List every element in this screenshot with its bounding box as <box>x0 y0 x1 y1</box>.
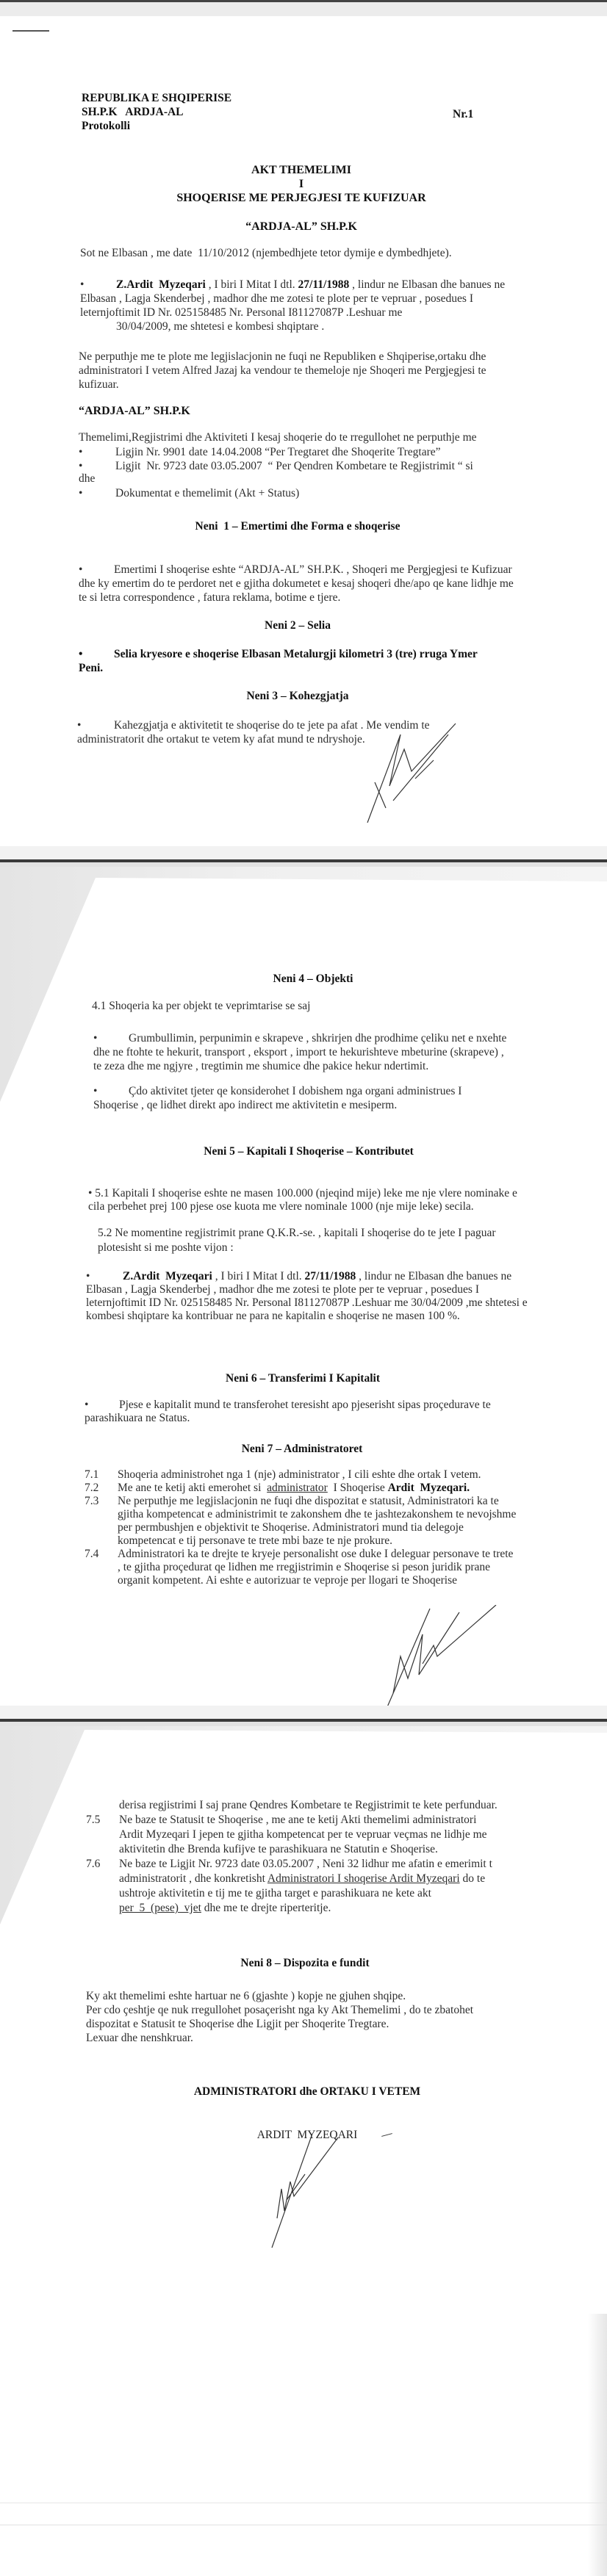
contributor-text-1: , I biri I Mitat I dtl. <box>212 1270 305 1282</box>
item-text: I Shoqerise <box>327 1482 388 1494</box>
founder-paragraph <box>80 278 521 333</box>
contributor-paragraph <box>86 1270 528 1323</box>
article-8-text <box>86 1989 512 2045</box>
article-7-item <box>85 1548 518 1587</box>
protocol-number: Nr.1 <box>453 108 474 120</box>
article-5-2-text: Ne momentine regjistrimit prane Q.K.R.-se. , kapitali I shoqerise do te jete I paguar plotesisht si me poshte vijon : <box>98 1227 496 1254</box>
founder-text-1: , I biri I Mitat I dtl. <box>205 278 298 291</box>
item-number: 7.6 <box>86 1858 101 1870</box>
item-number: 7.2 <box>85 1482 99 1494</box>
term-underlined: per 5 (pese) vjet <box>119 1902 201 1914</box>
contributor-text-2: , lindur ne Elbasan dhe banues ne Elbasan , Lagja Skenderbej , madhor dhe me zotesi te plote per te vepruar , posedues I leternjoftimit ID Nr. 025158485 Nr. Personal I81127087P .Leshuar me 30/04/2009 ,me shtetesi e kombesi shqiptare ka kontribuar ne para ne kapitalin e shoqerise ne masen 100 %. <box>86 1270 528 1322</box>
item-text: do te ushtroje aktivitetin e tij me te gjitha target e parashikuara ne kete akt <box>119 1872 486 1899</box>
page-separator <box>0 1706 607 1726</box>
date-line: Sot ne Elbasan , me date 11/10/2012 (njembedhjete tetor dymije e dymbedhjete). <box>80 247 452 259</box>
item-number: 7.1 <box>85 1468 99 1481</box>
header-country: REPUBLIKA E SHQIPERISE <box>82 92 232 104</box>
article-2-title: Neni 2 – Selia <box>265 619 331 632</box>
signature-page-1 <box>360 720 463 830</box>
legal-item-text: Ligjin Nr. 9901 date 14.04.2008 “Per Tregtaret dhe Shoqerite Tregtare” <box>115 446 441 458</box>
bullet: • <box>79 487 83 499</box>
bullet: • <box>93 1032 98 1045</box>
article-8-line: Ky akt themelimi eshte hartuar ne 6 (gjashte ) kopje ne gjuhen shqipe. <box>86 1990 406 2002</box>
signatory-role: ADMINISTRATORI dhe ORTAKU I VETEM <box>193 2085 421 2098</box>
legal-item <box>79 485 521 502</box>
legal-intro: Themelimi,Regjistrimi dhe Aktiviteti I kesaj shoqerie do te rregullohet ne perputhje me <box>79 431 477 444</box>
item-text: Ne baze te Statusit te Shoqerise , me ane te ketij Akti themelimi administratori Ardit Myzeqari I jepen te gjitha kompetencat per te vepruar veçmas ne lidhje me aktivitetin dhe Brenda kufijve te parashikuara ne Statutin e Shoqerise. <box>119 1814 487 1855</box>
article-4-title: Neni 4 – Objekti <box>273 973 353 985</box>
administrator-underlined: Administratori I shoqerise Ardit Myzeqari <box>267 1872 460 1885</box>
signature-page-2 <box>378 1605 503 1715</box>
article-6-title: Neni 6 – Transferimi I Kapitalit <box>226 1372 380 1385</box>
bullet: • <box>79 460 83 472</box>
item-number: 7.3 <box>85 1495 99 1507</box>
bullet: • <box>86 1270 90 1282</box>
signature-page-3 <box>268 2130 342 2251</box>
company-heading: “ARDJA-AL” SH.P.K <box>79 405 190 417</box>
item-number: 7.5 <box>86 1814 101 1826</box>
article-7-item <box>86 1813 498 1857</box>
article-5-2 <box>98 1226 528 1255</box>
title-line-3: SHOQERISE ME PERJEGJESI TE KUFIZUAR <box>176 192 426 204</box>
article-5-2-number: 5.2 <box>98 1227 112 1239</box>
item-text: derisa regjistrimi I saj prane Qendres Kombetare te Regjistrimit te kete perfunduar. <box>119 1799 498 1811</box>
title-line-2: I <box>298 178 304 190</box>
article-5-1: • 5.1 Kapitali I shoqerise eshte ne masen 100.000 (njeqind mije) leke me nje vlere nominake e cila perbehet prej 100 pjese ose kuota me vlere nominale 1000 (nje mije leke) secila. <box>88 1187 517 1213</box>
article-1-body: Emertimi I shoqerise eshte “ARDJA-AL” SH.P.K. , Shoqeri me Pergjegjesi te Kufizuar dhe ky emertim do te perdoret net e gjitha dokumetet e kesaj shoqeri dhe/apo qe kane lidhje me te si letra correspondence , fatura reklama, botime e tjere. <box>79 563 514 604</box>
bullet: • <box>85 1399 89 1411</box>
legal-item-text: Ligjit Nr. 9723 date 03.05.2007 “ Per Qendren Kombetare te Regjistrimit “ si <box>115 460 473 472</box>
legal-item-tail: dhe <box>79 472 96 485</box>
legal-item <box>79 460 521 473</box>
item-number: 7.4 <box>85 1548 99 1560</box>
signatory-name: ARDIT MYZEQARI <box>256 2129 358 2141</box>
article-7-item <box>85 1468 518 1482</box>
bullet: • <box>77 719 82 732</box>
article-3-body: Kahezgjatja e aktivitetit te shoqerise do te jete pa afat . Me vendim te administratorit dhe ortakut te vetem ky afat mund te ndryshoje. <box>77 719 430 746</box>
article-6-text <box>85 1399 525 1425</box>
contributor-dob: 27/11/1988 <box>304 1270 356 1282</box>
bullet: • <box>79 648 83 660</box>
page-separator <box>0 846 607 867</box>
header-company: SH.P.K ARDJA-AL <box>82 106 184 118</box>
decision-paragraph: Ne perputhje me te plote me legjislacjonin ne fuqi ne Republiken e Shqiperise,ortaku dhe administratori I vetem Alfred Jazaj ka vendour te themeloje nje Shoqeri me Pergjegjesi te kufizuar. <box>79 350 486 391</box>
document-header <box>82 91 231 133</box>
article-7-title: Neni 7 – Administratoret <box>241 1443 363 1455</box>
administrator-underlined: administrator <box>267 1482 328 1494</box>
article-4-item <box>93 1031 512 1073</box>
founder-text-2: , lindur ne Elbasan dhe banues ne Elbasan , Lagja Skenderbej , madhor dhe me zotesi te plote per te vepruar , posedues I leternjoftimit ID Nr. 025158485 Nr. Personal I81127087P .Leshuar me <box>80 278 506 319</box>
article-8-line: Lexuar dhe nenshkruar. <box>86 2032 193 2044</box>
article-4-item-text: Çdo aktivitet tjeter qe konsiderohet I dobishem nga organi administrues I Shoqerise , qe lidhet direkt apo indirect me aktivitetin e mesiperm. <box>93 1085 462 1111</box>
continuation-text <box>86 1798 498 1813</box>
header-protocol: Protokolli <box>82 120 131 132</box>
item-text: Me ane te ketij akti emerohet si <box>118 1482 267 1494</box>
bullet: • <box>80 278 85 291</box>
article-8-title: Neni 8 – Dispozita e fundit <box>240 1957 370 1969</box>
legal-item <box>79 444 521 460</box>
article-7-item <box>86 1857 498 1916</box>
administrator-name: Ardit Myzeqari. <box>387 1482 470 1494</box>
article-2-text <box>79 647 490 675</box>
item-text: Shoqeria administrohet nga 1 (nje) administrator , I cili eshte dhe ortak I vetem. <box>118 1468 481 1481</box>
article-6-body: Pjese e kapitalit mund te transferohet teresisht apo pjeserisht sipas proçedurave te parashikuara ne Status. <box>85 1399 491 1424</box>
founder-dob: 27/11/1988 <box>298 278 350 291</box>
article-2-body: Selia kryesore e shoqerise Elbasan Metalurgji kilometri 3 (tre) rruga Ymer Peni. <box>79 648 478 674</box>
article-7-list <box>85 1468 518 1587</box>
scan-top-edge <box>0 0 607 16</box>
item-text: Administratori ka te drejte te kryeje personalisht ose duke I deleguar personave te trete , te gjitha proçedurat qe lidhen me rregjistrimin e Shoqerise si peson juridik prane organit kompetent. Ai eshte e autorizuar te veproje per llogari te Shoqerise <box>118 1548 514 1587</box>
founder-text-3: 30/04/2009, me shtetesi e kombesi shqiptare . <box>116 320 325 333</box>
article-7-item <box>85 1495 518 1548</box>
item-text: Ne baze te Ligjit Nr. 9723 date 03.05.2007 , Neni 32 lidhur me afatin e emerimit t administratorit , dhe konkretisht <box>119 1858 492 1885</box>
contributor-name: Z.Ardit Myzeqari <box>123 1270 212 1282</box>
article-1-title: Neni 1 – Emertimi dhe Forma e shoqerise <box>195 520 401 533</box>
item-text: Ne perputhje me legjislacjonin ne fuqi dhe dispozitat e statusit, Administratori ka te gjitha kompetencat e administrimit te zakonshem dhe te jashtezakonshem te nevojshme per permbushjen e objektivit te Shoqerise. Administratori mund tia delegoje kompetencat e tij personave te trete mbi baze te nje prokure. <box>118 1495 517 1547</box>
article-3-title: Neni 3 – Kohezgjatja <box>246 690 349 702</box>
company-title: “ARDJA-AL” SH.P.K <box>245 220 357 233</box>
founder-name: Z.Ardit Myzeqari <box>116 278 206 291</box>
bullet: • <box>93 1085 98 1097</box>
article-8-line: Per cdo çeshtje qe nuk rregullohet posaçerisht nga ky Akt Themelimi , do te zbatohet dispozitat e Statusit te Shoqerise dhe Ligjit per Shoqerite Tregtare. <box>86 2004 473 2030</box>
title-line-1: AKT THEMELIMI <box>251 164 351 176</box>
article-7-continuation <box>86 1798 498 1916</box>
scan-right-shadow <box>588 2314 607 2576</box>
article-4-item-text: Grumbullimin, perpunimin e skrapeve , shkrirjen dhe prodhime çeliku net e nxehte dhe ne ftohte te hekurit, transport , eksport , import te hekurishteve mbeturine (skrapeve) , te zeza dhe me ngjyre , tregtimin me shumice dhe pakice hekur ndertimit. <box>93 1032 507 1072</box>
bullet: • <box>79 446 83 458</box>
document-title <box>176 163 425 205</box>
article-4-item <box>93 1084 501 1112</box>
bullet: • <box>79 563 83 576</box>
article-5-title: Neni 5 – Kapitali I Shoqerise – Kontributet <box>204 1145 414 1158</box>
article-4-intro: 4.1 Shoqeria ka per objekt te veprimtarise se saj <box>92 1000 311 1012</box>
legal-item-text: Dokumentat e themelimit (Akt + Status) <box>115 487 300 499</box>
legal-basis <box>79 430 521 502</box>
article-7-item <box>85 1482 518 1495</box>
article-1-text <box>79 563 521 605</box>
item-text: dhe me te drejte riperteritje. <box>201 1902 331 1914</box>
page-mark-dash <box>12 30 49 32</box>
